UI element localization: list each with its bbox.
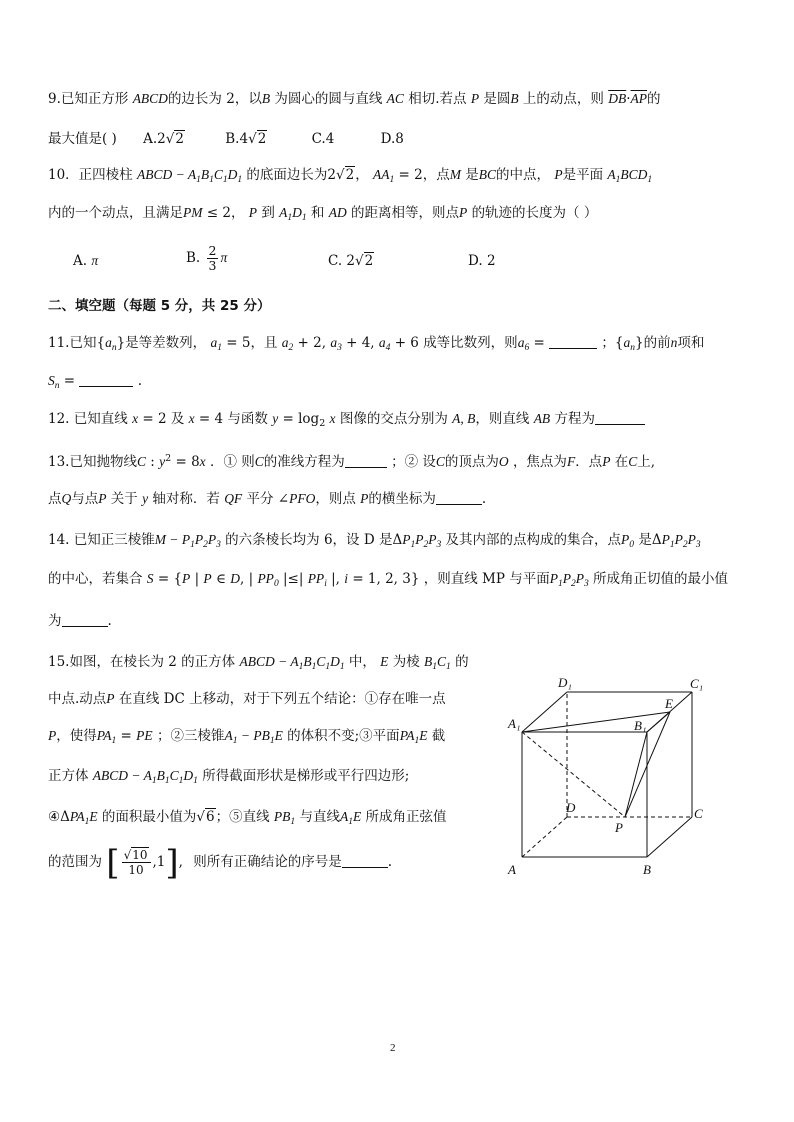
label-d1: D₁ (558, 675, 572, 690)
label-b: B (643, 862, 651, 877)
segment-a1-e (522, 712, 670, 732)
label-p: P (615, 820, 623, 835)
label-a: A (508, 862, 516, 877)
label-c: C (694, 806, 703, 821)
edge-a1-d1 (522, 692, 567, 732)
q15-line1: 15.如图，在棱长为 2 的正方体 ABCD − $A_1B_1C_1D_1$ 中， E 为棱 $B_1C_1$ 的 (48, 654, 469, 672)
label-b1: B₁ (634, 718, 647, 733)
answer-blank (436, 490, 482, 505)
answer-blank (345, 453, 387, 468)
q9-line1: 9.已知正方形 ABCD的边长为 2，以B 为圆心的圆与直线 AC 相切.若点 P 是圆B 上的动点，则 $\overline{DB}\cdot\overline{AP}$的 (48, 91, 661, 107)
q15-line6: 的范围为 [ $\frac{√10}{10}$ ,1], 则所有正确结论的序号是 . (48, 842, 393, 883)
q10-option-d: D. 2 (468, 253, 496, 269)
answer-blank (62, 612, 108, 627)
answer-blank (595, 410, 645, 425)
q10-line1: 10．正四棱柱 ABCD − $A_1B_1C_1D_1$ 的底面边长为2√2， $AA_1 = 2$，点M 是BC的中点， P是平面 $A_1BCD_1$ (48, 167, 653, 185)
answer-blank (549, 334, 597, 349)
q10-line2: 内的一个动点，且满足PM ≤ 2， P 到 $A_1D_1$ 和 AD 的距离相等，则点P 的轨迹的长度为（ ） (48, 205, 598, 223)
q13-line1: 13.已知抛物线C : $y^2 = 8x$ ．① 则C的准线方程为 ；② 设C的顶点为O ，焦点为F．点P 在C上, (48, 453, 656, 470)
q15-line2: 中点.动点P 在直线 DC 上移动，对于下列五个结论：①存在唯一点 (48, 691, 446, 707)
q13-line2: 点Q与点P 关于 y 轴对称．若 QF 平分 ∠PFO，则点 P的横坐标为 . (48, 491, 487, 507)
hidden-edge-a-d (522, 817, 567, 857)
q9-line2: 最大值是( ) A.2√2 B.4√2 C.4 D.8 (48, 131, 404, 147)
q12-line: 12. 已知直线 x = 2 及 x = 4 与函数 $y = \log_2 x$ 图像的交点分别为 A, B，则直线 AB 方程为 (48, 410, 645, 433)
q15-line5: $④\Delta PA_1E$ 的面积最小值为√6；⑤直线 $PB_1$ 与直线$A_1E$ 所成角正弦值 (48, 809, 447, 827)
q14-line2: 的中心，若集合 S = {P | P ∈ D, | $PP_0$ |≤| $PP_i$ |, i = 1, 2, 3} ，则直线 MP 与平面$P_1P_2P_3$ 所成角正切值的最小值 (48, 571, 729, 589)
q10-option-c: C. 2√2 (328, 253, 374, 269)
answer-blank (342, 853, 388, 868)
edge-b-c (647, 817, 692, 857)
answer-blank (79, 372, 133, 387)
section-title: 二、填空题（每题 5 分，共 25 分） (48, 298, 271, 314)
label-d: D (566, 800, 576, 815)
label-e: E (665, 696, 673, 711)
q10-option-b: B. $\frac{2}{3}$ π (186, 243, 228, 273)
page-number: 2 (390, 1042, 396, 1054)
q11-line2: $S_n$ = . (48, 373, 142, 391)
q14-line1: 14. 已知正三棱锥$M - P_1P_2P_3$ 的六条棱长均为 6，设 D 是$\Delta P_1P_2P_3$ 及其内部的点构成的集合，点$P_0$ 是$\Delta P_1P_2P_3$ (48, 532, 701, 550)
q11-line1: 11.已知$\{a_n\}$是等差数列， $a_1 = 5$，且 $a_2 + 2$, $a_3 + 4$, $a_4 + 6$ 成等比数列，则$a_6$ = ；$\{a_n\}$的前n项和 (48, 335, 705, 353)
label-c1: C₁ (690, 676, 704, 691)
label-a1: A₁ (508, 716, 521, 731)
cube-diagram (500, 672, 710, 882)
q10-options: A. π (73, 253, 99, 269)
q14-line3: 为 . (48, 613, 112, 629)
q15-line4: 正方体 ABCD − $A_1B_1C_1D_1$ 所得截面形状是梯形或平行四边形; (48, 768, 410, 786)
q15-line3: P，使得$PA_1$ = PE ；②三棱锥$A_1 - PB_1E$ 的体积不变;③平面$PA_1E$ 截 (48, 728, 446, 746)
